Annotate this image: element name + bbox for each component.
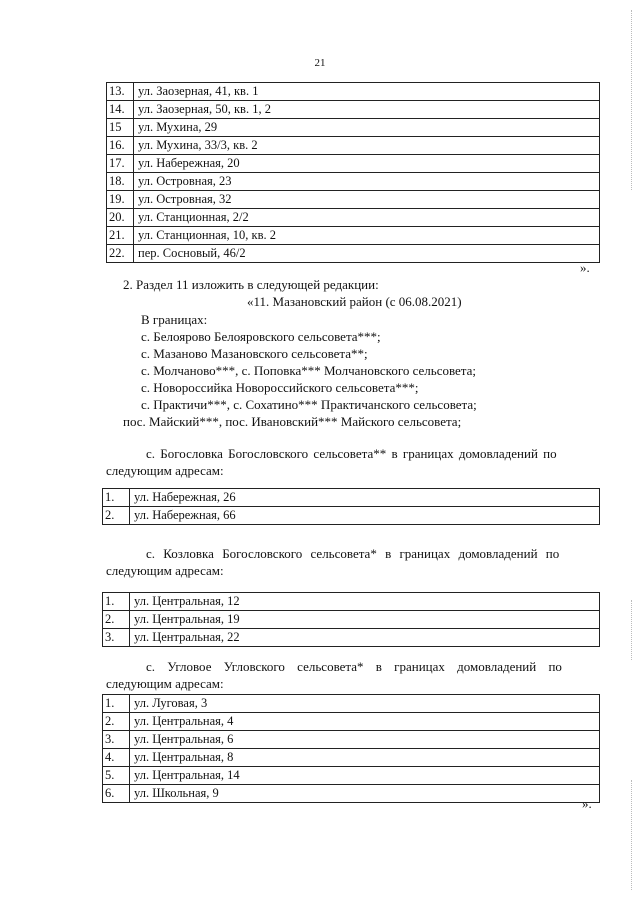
row-address: ул. Центральная, 14 xyxy=(130,767,600,785)
table-row xyxy=(103,713,600,731)
scan-edge-mark xyxy=(625,600,632,660)
row-address: ул. Мухина, 29 xyxy=(134,119,600,137)
table-row xyxy=(107,155,600,173)
closing-quote: ». xyxy=(580,260,590,275)
row-number: 5. xyxy=(103,767,130,785)
row-number: 3. xyxy=(103,629,130,647)
closing-quote: ». xyxy=(582,796,592,811)
row-number: 1. xyxy=(103,695,130,713)
row-number: 13. xyxy=(107,83,134,101)
paragraph-line: с. Богословка Богословского сельсовета** в границах домовладений по xyxy=(146,446,557,461)
row-number: 2. xyxy=(103,507,130,525)
row-number: 19. xyxy=(107,191,134,209)
table-row xyxy=(107,173,600,191)
row-address: ул. Заозерная, 41, кв. 1 xyxy=(134,83,600,101)
table-row xyxy=(103,785,600,803)
table-row xyxy=(107,209,600,227)
table-row xyxy=(107,101,600,119)
settlement-item: с. Молчаново***, с. Поповка*** Молчановского сельсовета; xyxy=(141,363,477,378)
row-number: 15 xyxy=(107,119,134,137)
row-number: 2. xyxy=(103,611,130,629)
section-title: «11. Мазановский район (с 06.08.2021) xyxy=(247,294,462,309)
page-number: 21 xyxy=(314,57,326,69)
row-number: 3. xyxy=(103,731,130,749)
row-number: 18. xyxy=(107,173,134,191)
section-item: 2. Раздел 11 изложить в следующей редакции: xyxy=(123,277,379,292)
table-row xyxy=(103,731,600,749)
row-address: ул. Заозерная, 50, кв. 1, 2 xyxy=(134,101,600,119)
row-address: ул. Набережная, 20 xyxy=(134,155,600,173)
row-number: 20. xyxy=(107,209,134,227)
address-table-2 xyxy=(102,488,600,525)
row-number: 1. xyxy=(103,489,130,507)
address-table-4 xyxy=(102,694,600,803)
row-address: ул. Станционная, 10, кв. 2 xyxy=(134,227,600,245)
settlement-item: с. Практичи***, с. Сохатино*** Практичанского сельсовета; xyxy=(141,397,477,412)
row-number: 14. xyxy=(107,101,134,119)
row-number: 16. xyxy=(107,137,134,155)
table-row xyxy=(103,507,600,525)
row-address: ул. Центральная, 22 xyxy=(130,629,600,647)
row-address: ул. Центральная, 6 xyxy=(130,731,600,749)
table-row xyxy=(103,611,600,629)
table-row xyxy=(103,629,600,647)
scan-edge-mark xyxy=(625,780,632,890)
row-number: 17. xyxy=(107,155,134,173)
row-address: ул. Мухина, 33/3, кв. 2 xyxy=(134,137,600,155)
table-row xyxy=(103,767,600,785)
paragraph-line: следующим адресам: xyxy=(106,463,224,478)
address-table-3 xyxy=(102,592,600,647)
table-row xyxy=(107,191,600,209)
row-address: ул. Школьная, 9 xyxy=(130,785,600,803)
row-address: ул. Островная, 23 xyxy=(134,173,600,191)
table-row xyxy=(103,695,600,713)
row-number: 4. xyxy=(103,749,130,767)
settlement-item: с. Мазаново Мазановского сельсовета**; xyxy=(141,346,368,361)
table-row xyxy=(103,489,600,507)
row-address: ул. Центральная, 8 xyxy=(130,749,600,767)
scan-edge-mark xyxy=(625,10,632,190)
settlement-item: пос. Майский***, пос. Ивановский*** Майского сельсовета; xyxy=(123,414,462,429)
row-address: ул. Луговая, 3 xyxy=(130,695,600,713)
row-address: ул. Набережная, 26 xyxy=(130,489,600,507)
table-row xyxy=(107,119,600,137)
row-number: 2. xyxy=(103,713,130,731)
row-address: пер. Сосновый, 46/2 xyxy=(134,245,600,263)
table-row xyxy=(107,245,600,263)
row-address: ул. Центральная, 19 xyxy=(130,611,600,629)
row-number: 6. xyxy=(103,785,130,803)
row-address: ул. Островная, 32 xyxy=(134,191,600,209)
table-row xyxy=(103,593,600,611)
row-address: ул. Центральная, 12 xyxy=(130,593,600,611)
table-row xyxy=(107,137,600,155)
row-address: ул. Центральная, 4 xyxy=(130,713,600,731)
boundaries-label: В границах: xyxy=(141,312,208,327)
row-address: ул. Станционная, 2/2 xyxy=(134,209,600,227)
settlement-item: с. Белоярово Белояровского сельсовета***; xyxy=(141,329,381,344)
table-row xyxy=(107,227,600,245)
paragraph-line: следующим адресам: xyxy=(106,676,224,691)
row-number: 22. xyxy=(107,245,134,263)
settlement-item: с. Новороссийка Новороссийского сельсовета***; xyxy=(141,380,419,395)
row-number: 1. xyxy=(103,593,130,611)
row-number: 21. xyxy=(107,227,134,245)
address-table-1 xyxy=(106,82,600,263)
paragraph-line: с. Козловка Богословского сельсовета* в границах домовладений по xyxy=(146,546,560,561)
paragraph-line: следующим адресам: xyxy=(106,563,224,578)
table-row xyxy=(107,83,600,101)
row-address: ул. Набережная, 66 xyxy=(130,507,600,525)
paragraph-line: с. Угловое Угловского сельсовета* в границах домовладений по xyxy=(146,659,562,674)
table-row xyxy=(103,749,600,767)
